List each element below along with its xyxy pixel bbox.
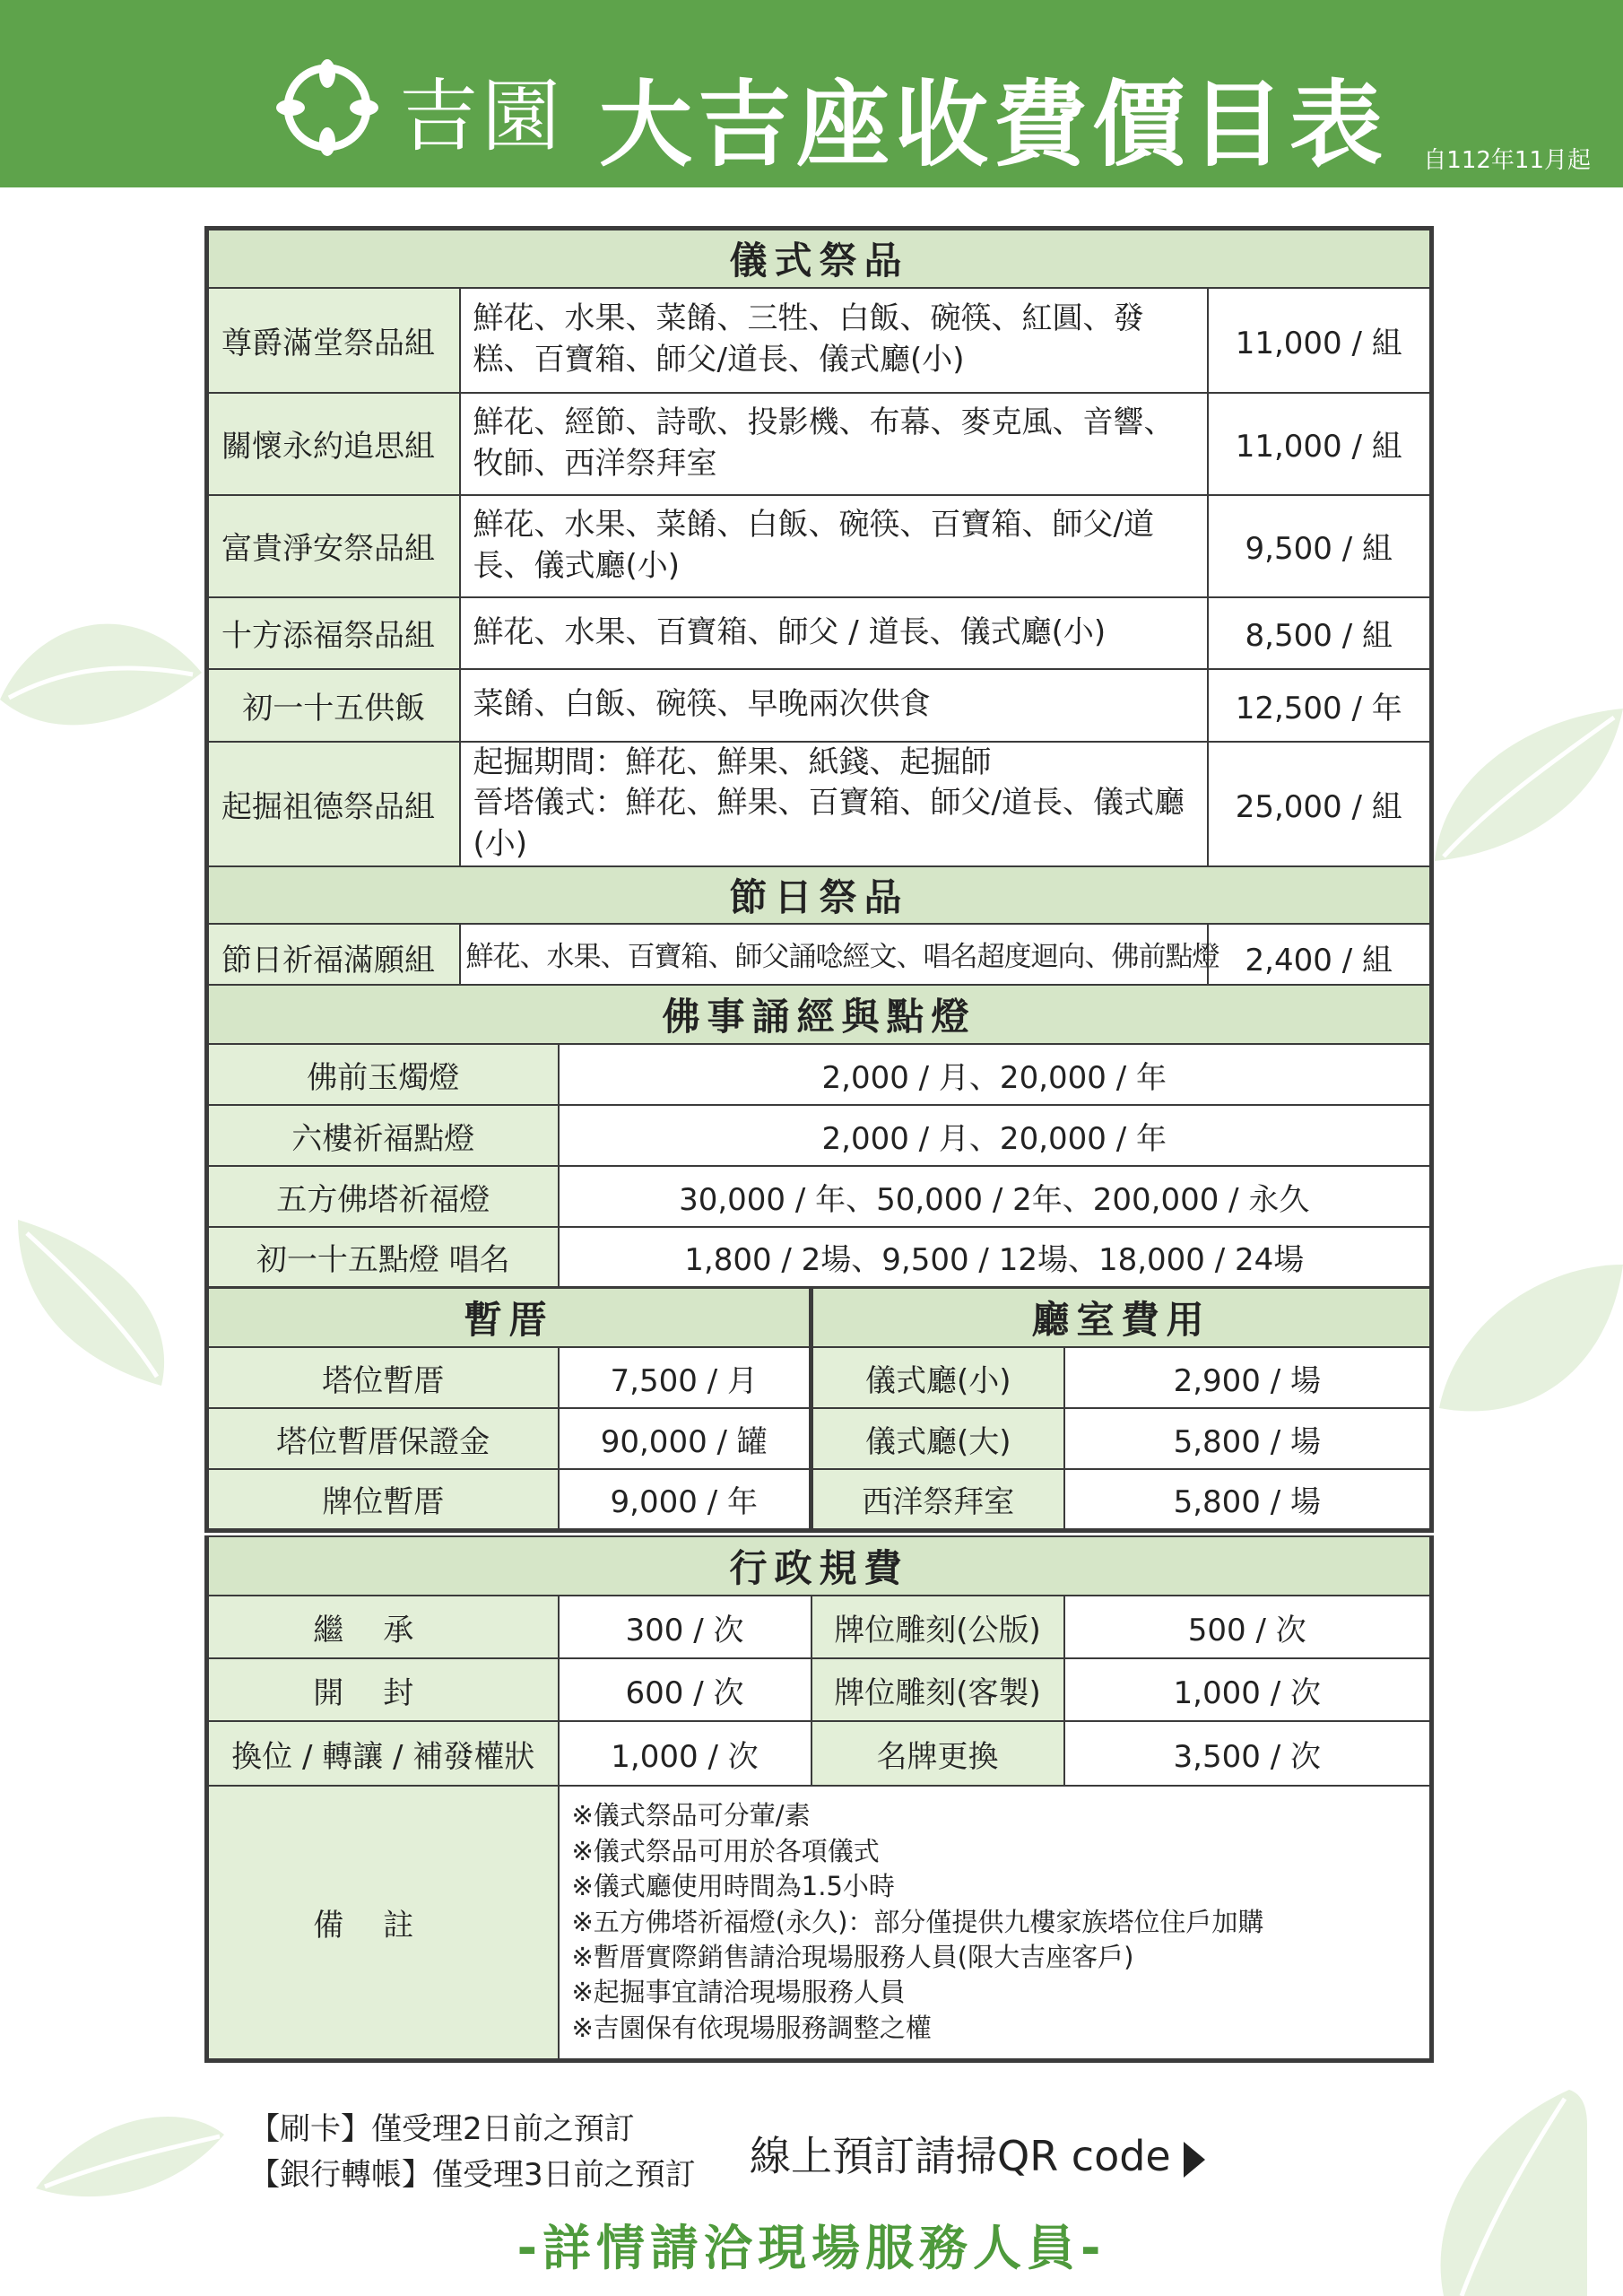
section-lamps-heading: 佛事誦經與點燈 (207, 985, 1432, 1044)
effective-date: 自112年11月起 (1423, 147, 1591, 174)
admin-price: 300 / 次 (559, 1596, 812, 1658)
ritual-name: 十方添福祭品組 (207, 597, 460, 669)
notes-label: 備註 (207, 1786, 559, 2060)
storage-name: 塔位暫厝 (207, 1347, 559, 1408)
table-row (207, 742, 1432, 867)
ritual-items: 鮮花、水果、菜餚、白飯、碗筷、百寶箱、師父/道長、儀式廳(小) (460, 495, 1208, 597)
bank-transfer-note: 【銀行轉帳】僅受理3日前之預訂 (249, 2157, 696, 2193)
ritual-price: 12,500 / 年 (1208, 669, 1432, 742)
note-line: ※儀式祭品可用於各項儀式 (571, 1835, 880, 1866)
hall-price: 5,800 / 場 (1064, 1408, 1432, 1469)
table-row (207, 1044, 1432, 1105)
notes-row (207, 1786, 1432, 2060)
notes-content (559, 1786, 1432, 2060)
section-storage-heading: 暫厝 (207, 1288, 812, 1347)
festival-price: 2,400 / 組 (1208, 924, 1432, 992)
ritual-price: 11,000 / 組 (1208, 393, 1432, 495)
leaf-decoration-icon (1430, 1256, 1623, 1435)
ritual-price: 8,500 / 組 (1208, 597, 1432, 669)
table-row (207, 1105, 1432, 1166)
section-halls-heading: 廳室費用 (812, 1288, 1432, 1347)
page-title: 大吉座收費價目表 (599, 70, 1389, 179)
admin-name: 開封 (207, 1658, 559, 1721)
ritual-items: 菜餚、白飯、碗筷、早晚兩次供食 (460, 669, 1208, 742)
hall-name: 儀式廳(大) (812, 1408, 1064, 1469)
admin-name: 名牌更換 (812, 1721, 1064, 1786)
lamp-name: 初一十五點燈 唱名 (207, 1227, 559, 1288)
festival-items: 鮮花、水果、百寶箱、師父誦唸經文、唱名超度迴向、佛前點燈 (460, 924, 1208, 992)
ritual-name: 尊爵滿堂祭品組 (207, 288, 460, 393)
ritual-price: 9,500 / 組 (1208, 495, 1432, 597)
ritual-items-line: 起掘期間：鮮花、鮮果、紙錢、起掘師 (473, 744, 992, 780)
storage-price: 7,500 / 月 (559, 1347, 812, 1408)
lamp-name: 五方佛塔祈福燈 (207, 1166, 559, 1227)
admin-name: 牌位雕刻(客製) (812, 1658, 1064, 1721)
ritual-items: 鮮花、水果、百寶箱、師父 / 道長、儀式廳(小) (460, 597, 1208, 669)
table-row (207, 1469, 1432, 1530)
admin-price: 1,000 / 次 (1064, 1658, 1432, 1721)
note-line: ※起掘事宜請洽現場服務人員 (571, 1977, 906, 2008)
qr-booking-link[interactable] (750, 2124, 1205, 2183)
storage-name: 牌位暫厝 (207, 1469, 559, 1530)
ritual-items (460, 742, 1208, 867)
lamps-table (204, 984, 1434, 1291)
admin-price: 500 / 次 (1064, 1596, 1432, 1658)
ritual-items-line: 晉塔儀式：鮮花、鮮果、百寶箱、師父/道長、儀式廳(小) (473, 785, 1185, 863)
leaf-decoration-icon (0, 592, 206, 771)
lamp-price: 1,800 / 2場、9,500 / 12場、18,000 / 24場 (559, 1227, 1432, 1288)
section-header-row (207, 1288, 1432, 1347)
note-line: ※儀式祭品可分葷/素 (571, 1800, 811, 1831)
qr-booking-text: 線上預訂請掃QR code (750, 2132, 1171, 2180)
table-row (207, 1166, 1432, 1227)
section-header-row (207, 229, 1432, 288)
section-festival-heading: 節日祭品 (207, 866, 1432, 924)
section-header-row (207, 985, 1432, 1044)
admin-table (204, 1535, 1434, 2063)
ritual-name: 初一十五供飯 (207, 669, 460, 742)
storage-halls-table (204, 1287, 1434, 1533)
note-line: ※暫厝實際銷售請洽現場服務人員(限大吉座客戶) (571, 1941, 1134, 1972)
table-row (207, 393, 1432, 495)
table-row (207, 1408, 1432, 1469)
storage-name: 塔位暫厝保證金 (207, 1408, 559, 1469)
admin-name: 換位 / 轉讓 / 補發權狀 (207, 1721, 559, 1786)
lamp-name: 佛前玉燭燈 (207, 1044, 559, 1105)
section-header-row (207, 866, 1432, 924)
table-row (207, 288, 1432, 393)
note-line: ※五方佛塔祈福燈(永久)：部分僅提供九樓家族塔位住戶加購 (571, 1906, 1264, 1937)
contact-staff-cta: -詳情請洽現場服務人員- (516, 2220, 1107, 2276)
leaf-decoration-icon (36, 2099, 224, 2206)
leaf-decoration-icon (1426, 691, 1623, 870)
ritual-price: 25,000 / 組 (1208, 742, 1432, 867)
section-header-row (207, 1536, 1432, 1596)
ritual-price: 11,000 / 組 (1208, 288, 1432, 393)
lamp-name: 六樓祈福點燈 (207, 1105, 559, 1166)
header-banner (0, 0, 1623, 187)
lotus-logo-icon (269, 54, 386, 161)
lamp-price: 2,000 / 月、20,000 / 年 (559, 1105, 1432, 1166)
hall-price: 2,900 / 場 (1064, 1347, 1432, 1408)
ritual-items: 鮮花、水果、菜餚、三牲、白飯、碗筷、紅圓、發糕、百寶箱、師父/道長、儀式廳(小) (460, 288, 1208, 393)
ritual-name: 起掘祖德祭品組 (207, 742, 460, 867)
hall-name: 儀式廳(小) (812, 1347, 1064, 1408)
hall-price: 5,800 / 場 (1064, 1469, 1432, 1530)
card-payment-note: 【刷卡】僅受理2日前之預訂 (249, 2111, 635, 2147)
triangle-right-icon (1184, 2142, 1205, 2178)
note-line: ※吉園保有依現場服務調整之權 (571, 2012, 932, 2043)
table-row (207, 597, 1432, 669)
storage-price: 90,000 / 罐 (559, 1408, 812, 1469)
table-row (207, 1658, 1432, 1721)
ritual-name: 關懷永約追思組 (207, 393, 460, 495)
festival-name: 節日祈福滿願組 (207, 924, 460, 992)
admin-price: 1,000 / 次 (559, 1721, 812, 1786)
brand-name: 吉園 (399, 70, 565, 162)
admin-name: 牌位雕刻(公版) (812, 1596, 1064, 1658)
table-row (207, 924, 1432, 992)
section-ritual-heading: 儀式祭品 (207, 229, 1432, 288)
admin-name: 繼承 (207, 1596, 559, 1658)
hall-name: 西洋祭拜室 (812, 1469, 1064, 1530)
table-row (207, 1347, 1432, 1408)
table-row (207, 1721, 1432, 1786)
table-row (207, 1227, 1432, 1288)
leaf-decoration-icon (0, 1211, 179, 1390)
admin-price: 3,500 / 次 (1064, 1721, 1432, 1786)
table-row (207, 669, 1432, 742)
price-table-main (204, 226, 1434, 995)
lamp-price: 30,000 / 年、50,000 / 2年、200,000 / 永久 (559, 1166, 1432, 1227)
ritual-items: 鮮花、經節、詩歌、投影機、布幕、麥克風、音響、牧師、西洋祭拜室 (460, 393, 1208, 495)
admin-price: 600 / 次 (559, 1658, 812, 1721)
table-row (207, 495, 1432, 597)
section-admin-heading: 行政規費 (207, 1536, 1432, 1596)
ritual-name: 富貴淨安祭品組 (207, 495, 460, 597)
table-row (207, 1596, 1432, 1658)
note-line: ※儀式廳使用時間為1.5小時 (571, 1871, 895, 1902)
lamp-price: 2,000 / 月、20,000 / 年 (559, 1044, 1432, 1105)
storage-price: 9,000 / 年 (559, 1469, 812, 1530)
